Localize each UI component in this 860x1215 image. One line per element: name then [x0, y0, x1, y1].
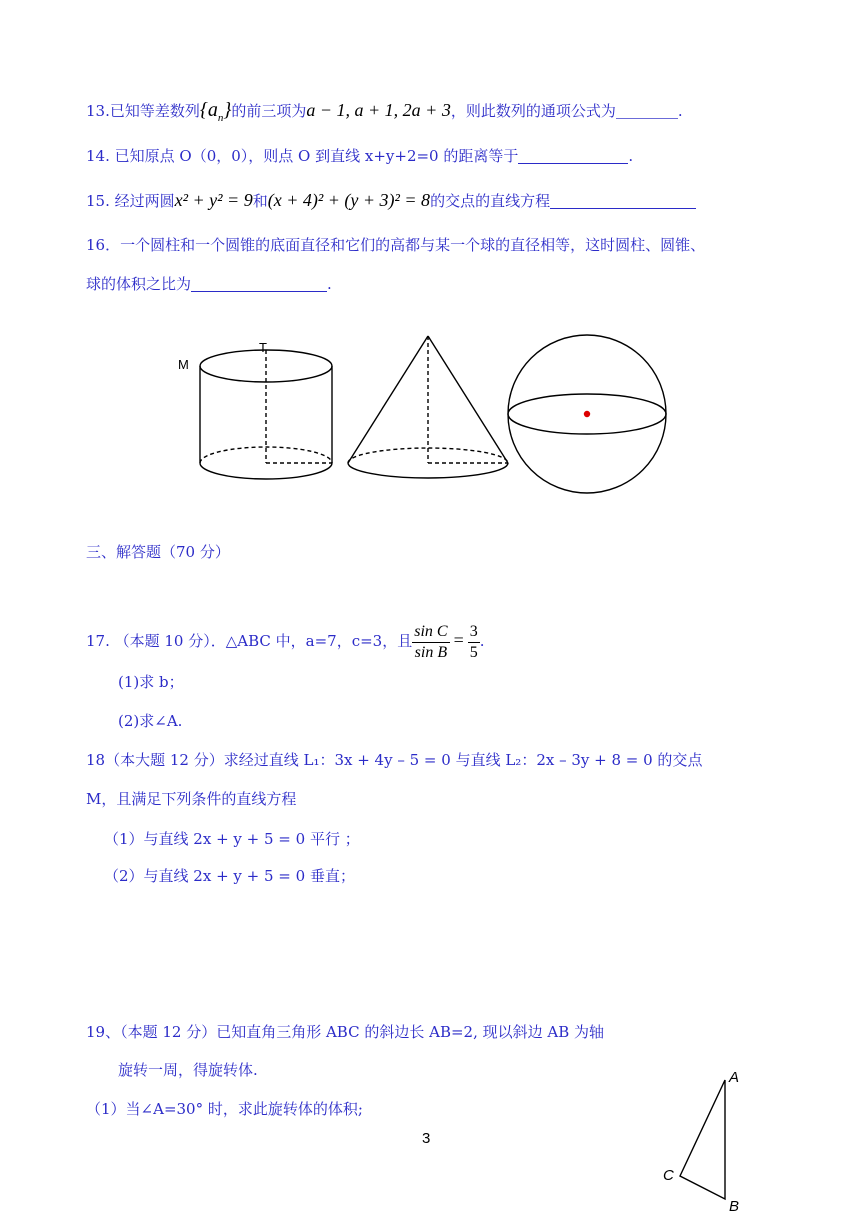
q15-prefix: 15. 经过两圆 [86, 192, 175, 210]
sphere-center-dot [585, 412, 590, 417]
page-number: 3 [422, 1130, 431, 1147]
q18-part-1: （1）与直线 2x + y + 5 = 0 平行 ； [104, 830, 360, 848]
label-t: T [259, 340, 267, 355]
q13-answer-blank[interactable] [616, 118, 678, 119]
question-19-line-2: 旋转一周，得旋转体. [118, 1061, 258, 1079]
q17-part-1: (1)求 b； [118, 673, 184, 691]
question-13: 13.已知等差数列$\{a_n\}$的前三项为a − 1, a + 1, 2a + 3，则此数列的通项公式为 . [86, 99, 683, 124]
q13-prefix: 13.已知等差数列 [86, 102, 200, 120]
question-16-line-2: 球的体积之比为 . [86, 275, 332, 293]
q15-circle-2: (x + 4)² + (y + 3)² = 8 [267, 190, 431, 210]
vertex-c-label: C [663, 1167, 674, 1184]
vertex-b-label: B [729, 1198, 740, 1214]
q15-suffix: 的交点的直线方程 [430, 192, 551, 210]
question-19-line-1: 19、（本题 12 分）已知直角三角形 ABC 的斜边长 AB=2, 现以斜边 AB 为轴 [86, 1023, 605, 1041]
triangle-figure [655, 1066, 755, 1214]
q13-mid: 的前三项为 [231, 102, 307, 120]
cylinder-figure [200, 350, 332, 479]
q13-suffix: ，则此数列的通项公式为 [450, 102, 616, 120]
q15-answer-blank[interactable] [550, 208, 696, 209]
question-16-line-1: 16．一个圆柱和一个圆锥的底面直径和它们的高都与某一个球的直径相等，这时圆柱、圆锥、 [86, 236, 706, 254]
cone-figure [348, 336, 508, 478]
section-3-title: 三、解答题（70 分） [86, 543, 230, 561]
q14-answer-blank[interactable] [518, 163, 628, 164]
q16-answer-blank[interactable] [191, 291, 327, 292]
sphere-figure [508, 335, 666, 493]
q15-circle-1: x² + y² = 9 [174, 190, 253, 210]
q17-value-fraction: $\frac{3}{5}$ [469, 622, 478, 661]
q17-part-2: (2)求∠A. [118, 712, 183, 730]
q19-part-1: （1）当∠A=30° 时，求此旋转体的体积; [86, 1100, 363, 1118]
question-15: 15. 经过两圆x² + y² = 9和(x + 4)² + (y + 3)² = 8的交点的直线方程 [86, 190, 696, 211]
question-17: 17. （本题 10 分）．△ABC 中，a=7，c=3，且 $\frac{\text{sin C}}{\text{sin B}}$ = $\frac{3}{5}$ . [86, 622, 485, 661]
question-14: 14. 已知原点 O（0，0），则点 O 到直线 x+y+2=0 的距离等于 . [86, 147, 634, 165]
question-18-line-2: M，且满足下列条件的直线方程 [86, 790, 297, 808]
vertex-a-label: A [729, 1069, 740, 1086]
q13-sequence: $\{a_n\}$ [199, 99, 232, 124]
q13-terms: a − 1, a + 1, 2a + 3 [306, 100, 451, 120]
solids-figure [170, 328, 680, 498]
q17-sin-fraction: $\frac{\text{sin C}}{\text{sin B}}$ [414, 622, 448, 661]
q18-part-2: （2）与直线 2x + y + 5 = 0 垂直； [104, 867, 355, 885]
label-m: M [178, 357, 189, 372]
q14-text: 14. 已知原点 O（0，0），则点 O 到直线 x+y+2=0 的距离等于 [86, 147, 519, 165]
question-18-line-1: 18（本大题 12 分）求经过直线 L₁：3x + 4y – 5 = 0 与直线 L₂：2x – 3y + 8 = 0 的交点 [86, 751, 703, 769]
